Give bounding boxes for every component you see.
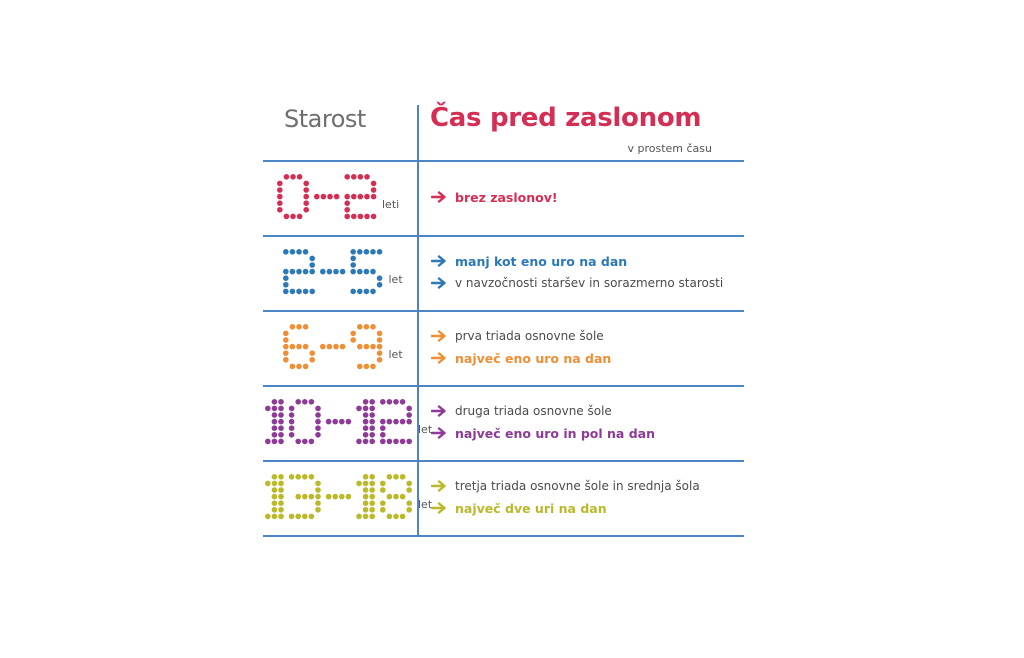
age-dash-glyph [320, 269, 345, 275]
recommendation-list [431, 400, 751, 444]
recommendation-text: druga triada osnovne šole [455, 404, 612, 418]
age-column-header: Starost [284, 105, 366, 133]
age-row [263, 460, 744, 534]
age-dash-glyph [326, 494, 351, 500]
recommendation-item [431, 475, 751, 497]
recommendation-list [431, 250, 751, 294]
age-digit-glyph [350, 324, 382, 369]
arrow-right-icon [431, 480, 449, 492]
recommendation-list [431, 325, 751, 369]
recommendation-item [431, 186, 751, 208]
age-digit-glyph [265, 399, 284, 444]
recommendation-text: prva triada osnovne šole [455, 329, 604, 343]
age-digit-glyph [289, 474, 321, 519]
age-row [263, 310, 744, 384]
screen-time-subheader: v prostem času [627, 142, 712, 155]
age-unit: let [418, 423, 433, 436]
recommendation-item [431, 422, 751, 444]
age-unit: let [388, 273, 403, 286]
age-unit: leti [382, 198, 400, 211]
age-digit-glyph [344, 174, 376, 219]
recommendation-item [431, 400, 751, 422]
recommendation-item [431, 325, 751, 347]
screen-time-table [263, 105, 744, 538]
arrow-right-icon [431, 502, 449, 514]
recommendation-text: tretja triada osnovne šole in srednja šola [455, 479, 700, 493]
recommendation-text: brez zaslonov! [455, 189, 558, 205]
age-digit-glyph [277, 174, 309, 219]
age-digit-glyph [356, 474, 375, 519]
recommendation-item [431, 347, 751, 369]
age-digit-glyph [356, 399, 375, 444]
age-digit-glyph [283, 249, 315, 294]
age-range [277, 174, 377, 218]
age-range [283, 249, 383, 293]
recommendation-item [431, 497, 751, 519]
age-row [263, 385, 744, 459]
age-digit-glyph [265, 474, 284, 519]
recommendation-list [431, 475, 751, 519]
arrow-right-icon [431, 191, 449, 203]
recommendation-item [431, 272, 751, 294]
recommendation-list [431, 186, 751, 208]
age-range [265, 474, 413, 518]
arrow-right-icon [431, 255, 449, 267]
age-unit: let [418, 498, 433, 511]
row-divider [263, 535, 744, 537]
age-unit: let [388, 348, 403, 361]
screen-time-column-header: Čas pred zaslonom [430, 103, 702, 133]
age-digit-glyph [380, 399, 412, 444]
arrow-right-icon [431, 405, 449, 417]
age-range [283, 324, 383, 368]
recommendation-text: največ dve uri na dan [455, 500, 607, 516]
arrow-right-icon [431, 352, 449, 364]
age-digit-glyph [283, 324, 315, 369]
arrow-right-icon [431, 277, 449, 289]
age-dash-glyph [320, 344, 345, 350]
age-dash-glyph [326, 419, 351, 425]
age-range [265, 399, 413, 443]
recommendation-text: v navzočnosti staršev in sorazmerno starosti [455, 276, 724, 290]
age-digit-glyph [350, 249, 382, 294]
recommendation-text: manj kot eno uro na dan [455, 253, 628, 269]
age-digit-glyph [380, 474, 412, 519]
recommendation-item [431, 250, 751, 272]
arrow-right-icon [431, 330, 449, 342]
recommendation-text: največ eno uro in pol na dan [455, 425, 655, 441]
arrow-right-icon [431, 427, 449, 439]
age-row [263, 235, 744, 309]
age-dash-glyph [314, 194, 339, 200]
recommendation-text: največ eno uro na dan [455, 350, 612, 366]
age-row [263, 160, 744, 234]
age-digit-glyph [289, 399, 321, 444]
